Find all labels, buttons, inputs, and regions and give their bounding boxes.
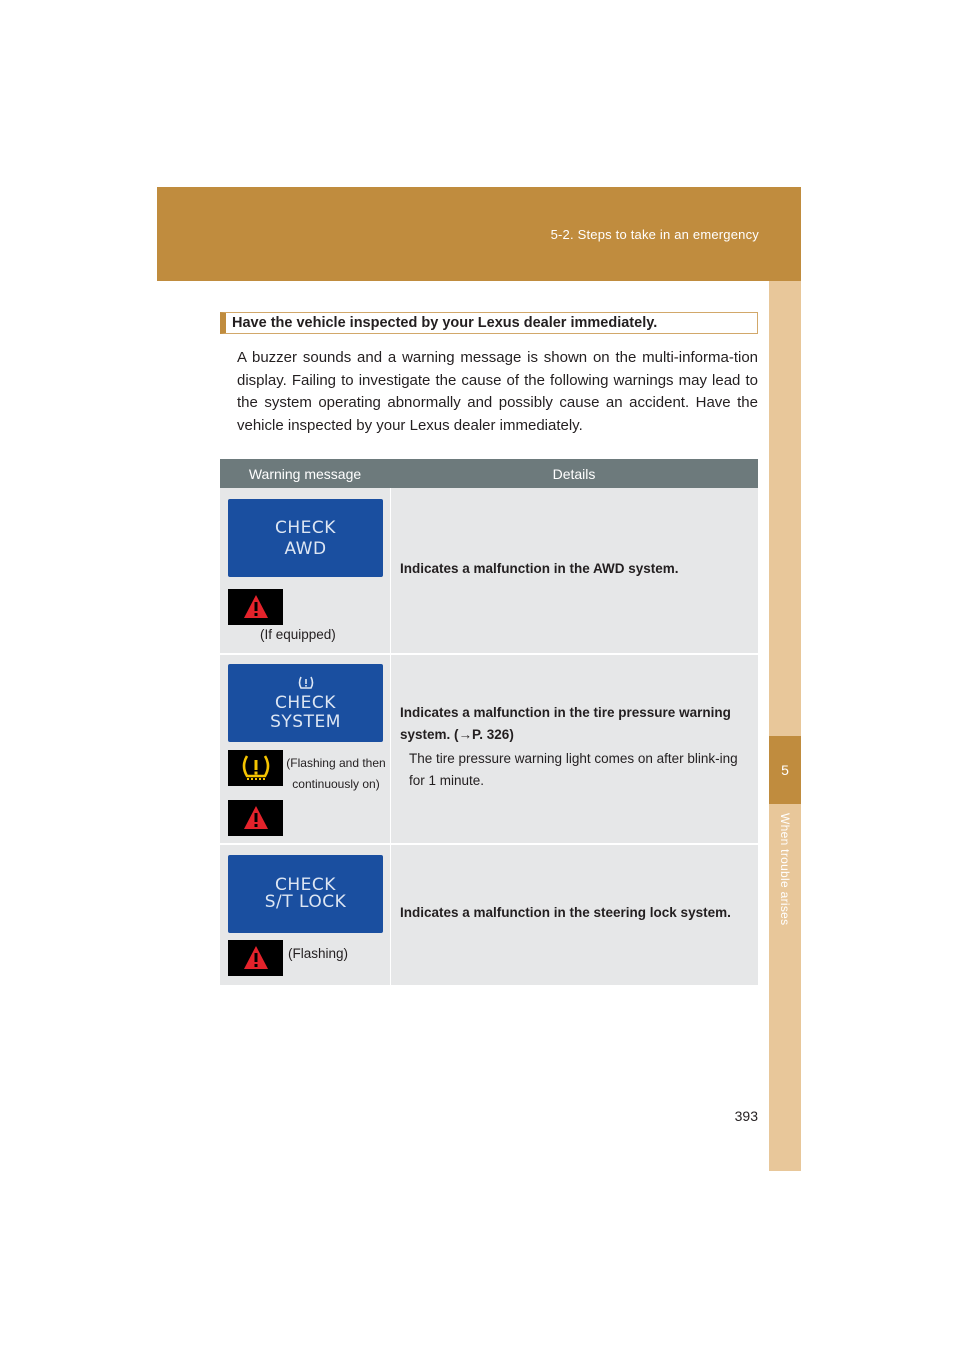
display-check-st-lock — [228, 855, 383, 933]
display-line: SYSTEM — [270, 712, 341, 732]
subsection-heading — [220, 312, 758, 334]
row-detail: Indicates a malfunction in the AWD system. — [400, 561, 679, 576]
row-note-line: continuously on) — [292, 777, 380, 791]
master-warning-icon — [228, 800, 283, 836]
display-line: AWD — [284, 539, 327, 559]
row-divider — [220, 843, 758, 845]
row-detail-sub: The tire pressure warning light comes on after blink-ing for 1 minute. — [409, 751, 738, 788]
header-band — [157, 187, 801, 281]
row-note: (If equipped) — [260, 627, 336, 642]
row-divider — [220, 653, 758, 655]
display-check-system — [228, 664, 383, 742]
page-number: 393 — [734, 1108, 758, 1124]
column-header-warning-message: Warning message — [248, 465, 362, 482]
row-detail: Indicates a malfunction in the tire pressure warning system. (→P. 326) — [400, 705, 731, 742]
section-title: 5-2. Steps to take in an emergency — [550, 227, 759, 242]
chapter-tab[interactable]: 5 — [769, 736, 801, 804]
display-line: S/T LOCK — [264, 892, 347, 912]
master-warning-icon — [228, 940, 283, 976]
display-line: CHECK — [275, 875, 336, 895]
chapter-label: When trouble arises — [778, 813, 792, 926]
display-check-awd — [228, 499, 383, 577]
row-note: (Flashing) — [288, 946, 349, 961]
tire-pressure-icon — [228, 676, 383, 692]
display-line: CHECK — [275, 518, 336, 538]
row-note-line: (Flashing and then — [286, 756, 386, 770]
master-warning-icon — [228, 589, 283, 625]
row-detail: Indicates a malfunction in the steering lock system. — [400, 905, 731, 920]
column-divider — [390, 488, 391, 985]
column-header-details: Details — [552, 465, 596, 482]
tire-pressure-warning-icon — [228, 750, 283, 786]
intro-paragraph: A buzzer sounds and a warning message is shown on the multi-informa-tion display. Failing to investigate the cause of the following warnings may lead to the system operating abnormally and possibly cause an accident. Have the vehicle inspected by your Lexus dealer immediately. — [237, 349, 758, 434]
side-strip — [769, 281, 801, 1171]
display-line: CHECK — [275, 693, 336, 713]
subsection-heading-text: Have the vehicle inspected by your Lexus dealer immediately. — [232, 315, 658, 331]
warning-table — [220, 459, 758, 985]
row-note — [286, 753, 386, 795]
table-header — [220, 459, 758, 488]
